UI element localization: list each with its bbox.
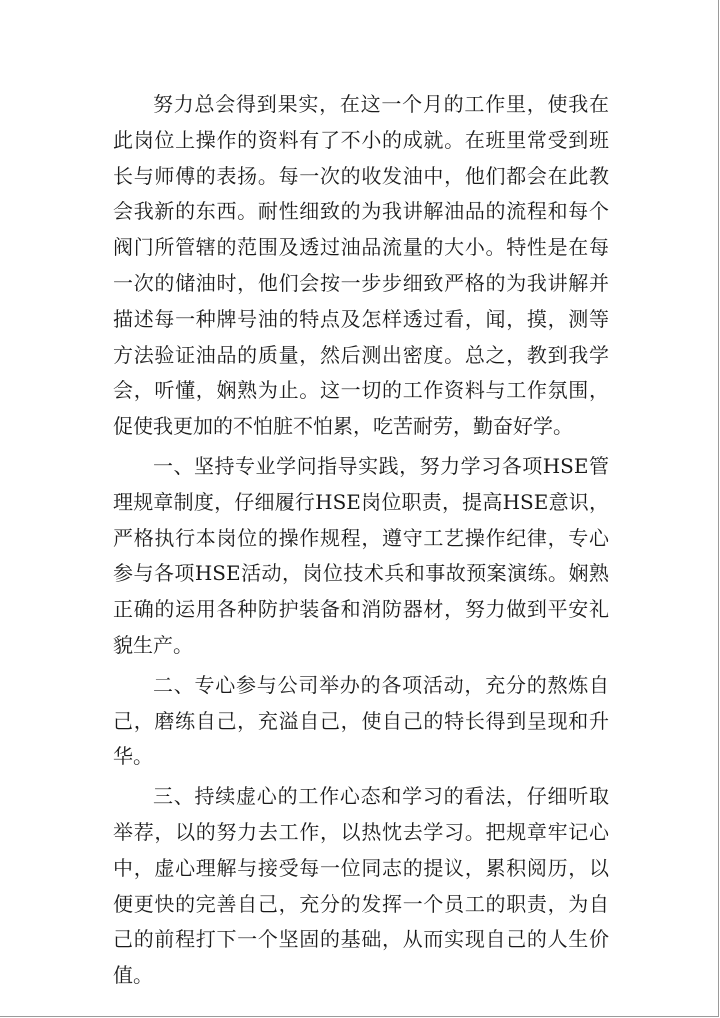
paragraph-intro: 努力总会得到果实，在这一个月的工作里，使我在此岗位上操作的资料有了不小的成就。在班里常受到班长与师傅的表扬。每一次的收发油中，他们都会在此教会我新的东西。耐性细致的为我讲解油品的流程和每个阀门所管辖的范围及透过油品流量的大小。特性是在每一次的储油时，他们会按一步步细致严格的为我讲解并描述每一种牌号油的特点及怎样透过看，闻，摸，测等方法验证油品的质量，然后测出密度。总之，教到我学会，听懂，娴熟为止。这一切的工作资料与工作氛围，促使我更加的不怕脏不怕累，吃苦耐劳，勤奋好学。 bbox=[113, 92, 609, 439]
document-body bbox=[113, 87, 609, 994]
paragraph-hse: 一、坚持专业学问指导实践，努力学习各项HSE管理规章制度，仔细履行HSE岗位职责，提高HSE意识，严格执行本岗位的操作规程，遵守工艺操作纪律，专心参与各项HSE活动，岗位技术兵和事故预案演练。娴熟正确的运用各种防护装备和消防器材，努力做到平安礼貌生产。 bbox=[113, 453, 609, 657]
paragraph-attitude: 三、持续虚心的工作心态和学习的看法，仔细听取举荐，以的努力去工作，以热忱去学习。把规章牢记心中，虚心理解与接受每一位同志的提议，累积阅历，以便更快的完善自己，充分的发挥一个员工的职责，为自己的前程打下一个坚固的基础，从而实现自己的人生价值。 bbox=[113, 784, 609, 988]
paragraph-activities: 二、专心参与公司举办的各项活动，充分的熬炼自己，磨练自己，充溢自己，使自己的特长得到呈现和升华。 bbox=[113, 672, 609, 769]
